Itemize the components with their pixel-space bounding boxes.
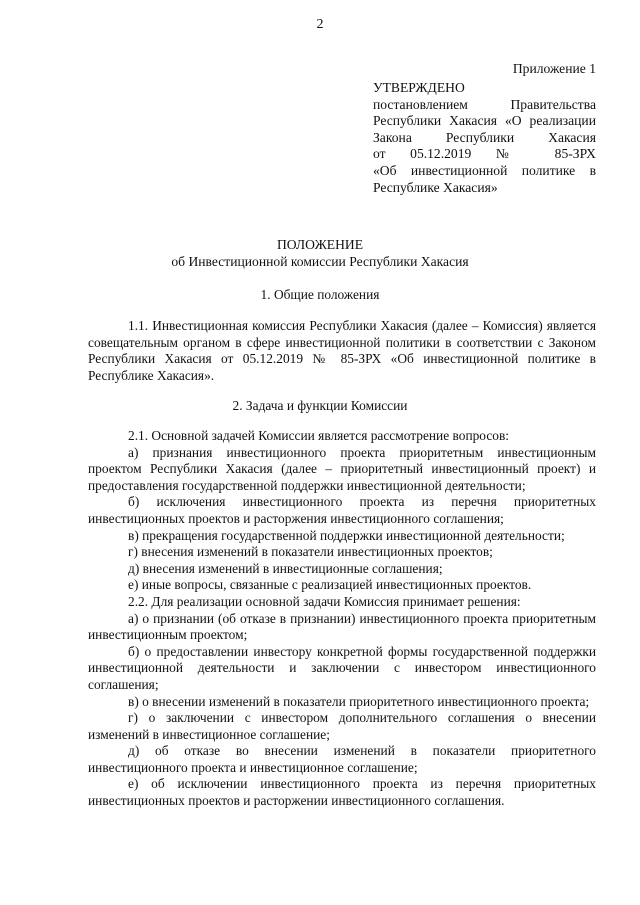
paragraph: а) о признании (об отказе в признании) инвестиционного проекта приоритетным инвестиционным проектом; xyxy=(88,610,596,643)
approval-block xyxy=(373,80,596,196)
approval-line: «Об инвестиционной политике в xyxy=(373,162,596,178)
paragraph: б) о предоставлении инвестору конкретной формы государственной поддержки инвестиционной деятельности и заключении с инвестором инвестиционного соглашения; xyxy=(88,643,596,692)
approval-line: Республики Хакасия «О реализации xyxy=(373,113,596,129)
approval-line: постановлением Правительства xyxy=(373,96,596,112)
paragraph-1-1: 1.1. Инвестиционная комиссия Республики Хакасия (далее – Комиссия) является совещательным органом в сфере инвестиционной политики в соответствии с Законом Республики Хакасия от 05.12.2019 № 85-ЗРХ «Об инвестиционной политике в Республике Хакасия». xyxy=(88,318,596,383)
paragraph: е) об исключении инвестиционного проекта из перечня приоритетных инвестиционных проектов и расторжении инвестиционного соглашения. xyxy=(88,776,596,809)
approval-line: Республике Хакасия» xyxy=(373,179,498,195)
paragraph: в) о внесении изменений в показатели приоритетного инвестиционного проекта; xyxy=(128,693,590,709)
section-1-heading: 1. Общие положения xyxy=(260,287,380,302)
approval-line: от 05.12.2019 № 85-ЗРХ xyxy=(373,146,596,162)
paragraph: в) прекращения государственной поддержки инвестиционной деятельности; xyxy=(128,527,565,543)
paragraph: г) о заключении с инвестором дополнительного соглашения о внесении изменений в инвестиционное соглашение; xyxy=(88,710,596,742)
page-number: 2 xyxy=(316,17,324,32)
paragraph: б) исключения инвестиционного проекта из перечня приоритетных инвестиционных проектов и расторжения инвестиционного соглашения; xyxy=(88,494,596,526)
paragraph: д) об отказе во внесении изменений в показатели приоритетного инвестиционного проекта и инвестиционное соглашение; xyxy=(88,743,596,775)
paragraph: а) признания инвестиционного проекта приоритетным инвестиционным проектом Республики Хакасия (далее – приоритетный инвестиционный проект) и предоставления государственной поддержки инвестиционной деятельности; xyxy=(88,444,596,493)
section-1-body xyxy=(88,318,596,384)
paragraph: г) внесения изменений в показатели инвестиционных проектов; xyxy=(128,544,493,560)
paragraph: д) внесения изменений в инвестиционные соглашения; xyxy=(128,560,443,576)
annex-label: Приложение 1 xyxy=(512,61,596,76)
section-2-body xyxy=(88,428,596,810)
paragraph: 2.1. Основной задачей Комиссии является рассмотрение вопросов: xyxy=(128,428,510,443)
approval-heading: УТВЕРЖДЕНО xyxy=(373,80,465,95)
section-2-heading: 2. Задача и функции Комиссии xyxy=(232,398,408,413)
paragraph: е) иные вопросы, связанные с реализацией инвестиционных проектов. xyxy=(128,577,532,593)
title-sub: об Инвестиционной комиссии Республики Хакасия xyxy=(171,254,469,269)
approval-line: Закона Республики Хакасия xyxy=(373,129,596,145)
paragraph: 2.2. Для реализации основной задачи Комиссия принимает решения: xyxy=(128,593,521,609)
title-main: ПОЛОЖЕНИЕ xyxy=(276,237,364,252)
document-title xyxy=(0,236,640,270)
